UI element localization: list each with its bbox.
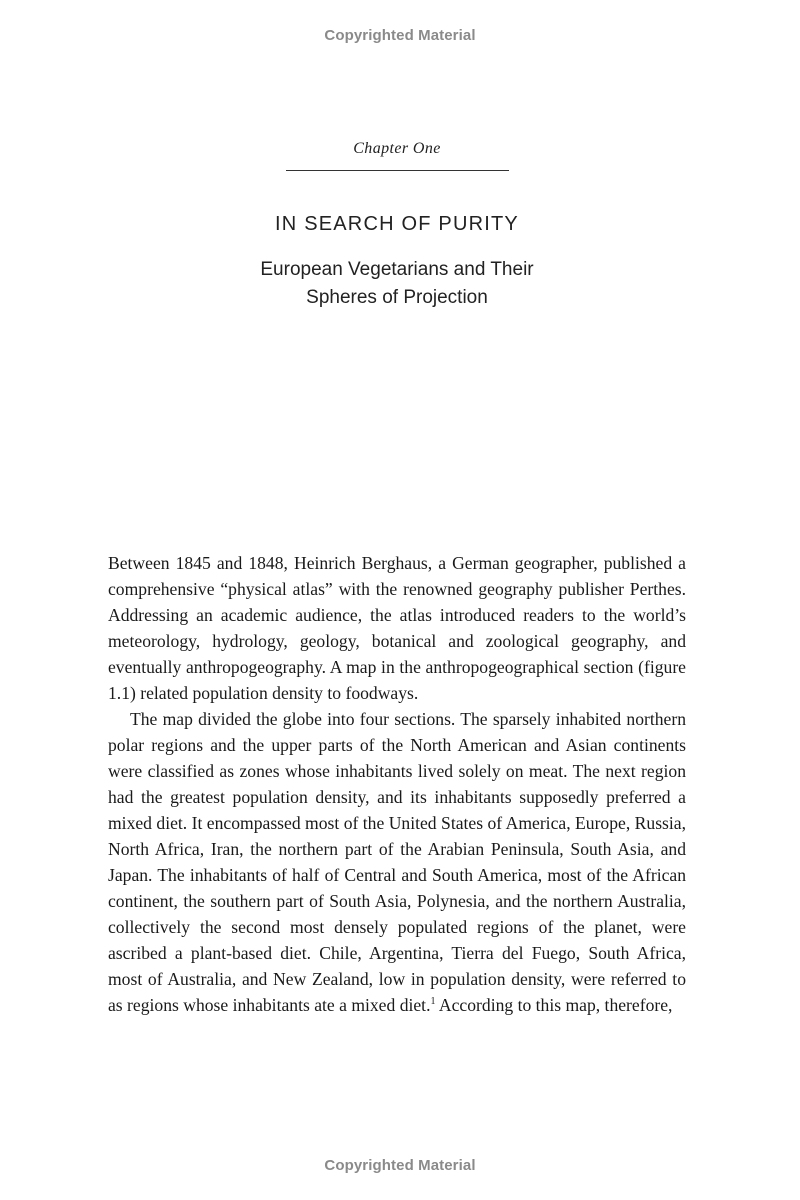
chapter-subtitle xyxy=(0,256,794,312)
paragraph-1: Between 1845 and 1848, Heinrich Berghaus, a German geographer, published a comprehensive “physical atlas” with the renowned geography publisher Perthes. Addressing an academic audience, the atlas introduced readers to the world’s meteorology, hydrology, geology, botanical and zoological geography, and eventually anthropogeography. A map in the anthropogeographical section (figure 1.1) related population density to foodways. xyxy=(108,553,686,703)
paragraph-2-continuation: According to this map, therefore, xyxy=(435,995,673,1015)
body-text xyxy=(108,550,686,1018)
chapter-subtitle-line-1: European Vegetarians and Their xyxy=(260,259,534,280)
chapter-subtitle-line-2: Spheres of Projection xyxy=(306,287,488,308)
paragraph-2 xyxy=(108,706,686,1018)
paragraph-2-text: The map divided the globe into four sections. The sparsely inhabited northern polar regions and the upper parts of the North American and Asian continents were classified as zones whose inhabitants lived solely on meat. The next region had the greatest population density, and its inhabitants supposedly preferred a mixed diet. It encompassed most of the United States of America, Europe, Russia, North Africa, Iran, the northern part of the Arabian Peninsula, South Asia, and Japan. The inhabitants of half of Central and South America, most of the African continent, the southern part of South Asia, Polynesia, and the northern Australia, collectively the second most densely populated regions of the planet, were ascribed a plant-based diet. Chile, Argentina, Tierra del Fuego, South Africa, most of Australia, and New Zealand, low in population density, were referred to as regions whose inhabitants ate a mixed diet. xyxy=(108,709,686,1015)
copyright-watermark-top: Copyrighted Material xyxy=(324,27,476,44)
copyright-watermark-bottom: Copyrighted Material xyxy=(324,1157,476,1174)
footnote-reference[interactable]: 1 xyxy=(430,996,436,1008)
chapter-label: Chapter One xyxy=(353,140,441,157)
chapter-title: IN SEARCH OF PURITY xyxy=(275,213,519,235)
chapter-divider xyxy=(286,170,509,171)
